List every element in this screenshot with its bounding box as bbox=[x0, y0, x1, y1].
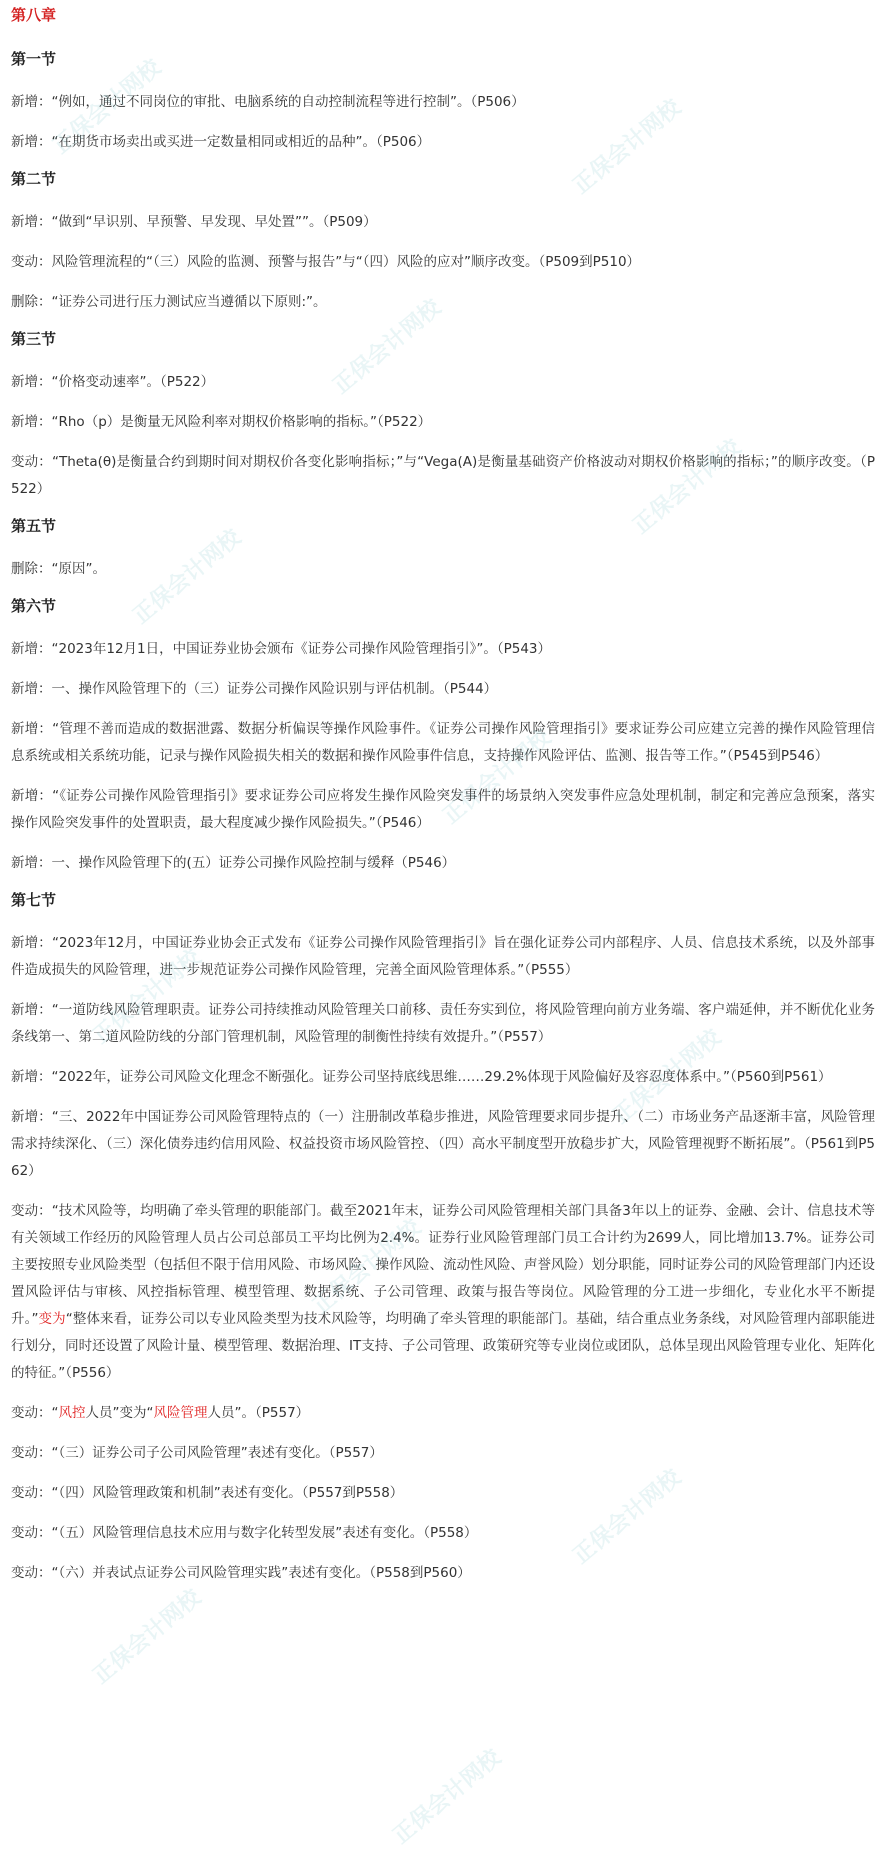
watermark: 正保会计网校 bbox=[88, 1585, 206, 1690]
change-item: 新增：“《证券公司操作风险管理指引》要求证券公司应将发生操作风险突发事件的场景纳入突发事件应急处理机制，制定和完善应急预案，落实操作风险突发事件的处置职责，最大程度减少操作风险损失。”（P546） bbox=[11, 788, 875, 831]
section-title: 第三节 bbox=[11, 330, 57, 348]
watermark: 正保会计网校 bbox=[608, 1025, 726, 1130]
change-text: 人员”。（P557） bbox=[207, 1405, 310, 1421]
change-item: 新增：“三、2022年中国证券公司风险管理特点的（一）注册制改革稳步推进，风险管理要求同步提升、（二）市场业务产品逐渐丰富，风险管理需求持续深化、（三）深化债券违约信用风险、权益投资市场风险管控、（四）高水平制度型开放稳步扩大，风险管理视野不断拓展”。（P561到P562） bbox=[11, 1109, 875, 1179]
watermark: 正保会计网校 bbox=[48, 55, 166, 160]
watermark: 正保会计网校 bbox=[308, 1215, 426, 1320]
change-item: 新增：“管理不善而造成的数据泄露、数据分析偏误等操作风险事件。《证券公司操作风险管理指引》要求证券公司应建立完善的操作风险管理信息系统或相关系统功能，记录与操作风险损失相关的数据和操作风险事件信息，支持操作风险评估、监测、报告等工作。”（P545到P546） bbox=[11, 721, 875, 764]
change-item: 变动：“（四）风险管理政策和机制”表述有变化。（P557到P558） bbox=[11, 1485, 404, 1501]
change-item: 变动：“（三）证券公司子公司风险管理”表述有变化。（P557） bbox=[11, 1445, 383, 1461]
change-text: 变动：“ bbox=[11, 1405, 59, 1421]
change-item: 变动：“（六）并表试点证券公司风险管理实践”表述有变化。（P558到P560） bbox=[11, 1565, 471, 1581]
watermark: 正保会计网校 bbox=[568, 95, 686, 200]
change-item: 新增：“2023年12月1日，中国证券业协会颁布《证券公司操作风险管理指引》”。（P543） bbox=[11, 641, 552, 657]
change-item: 新增：“做到“早识别、早预警、早发现、早处置””。（P509） bbox=[11, 214, 377, 230]
change-item: 新增：一、操作风险管理下的（三）证券公司操作风险识别与评估机制。（P544） bbox=[11, 681, 498, 697]
change-item bbox=[11, 1400, 875, 1427]
section-title: 第六节 bbox=[11, 597, 57, 615]
highlight-text: 变为 bbox=[38, 1311, 66, 1327]
watermark: 正保会计网校 bbox=[88, 945, 206, 1050]
change-item: 新增：“2022年，证券公司风险文化理念不断强化。证券公司坚持底线思维……29.2%体现于风险偏好及容忍度体系中。”（P560到P561） bbox=[11, 1069, 832, 1085]
change-item bbox=[11, 1198, 875, 1387]
watermark: 正保会计网校 bbox=[388, 1745, 506, 1850]
change-item: 新增：“2023年12月，中国证券业协会正式发布《证券公司操作风险管理指引》旨在强化证券公司内部程序、人员、信息技术系统，以及外部事件造成损失的风险管理，进一步规范证券公司操作风险管理，完善全面风险管理体系。”（P555） bbox=[11, 935, 875, 978]
change-item: 新增：“在期货市场卖出或买进一定数量相同或相近的品种”。（P506） bbox=[11, 134, 431, 150]
change-item: 变动：“（五）风险管理信息技术应用与数字化转型发展”表述有变化。（P558） bbox=[11, 1525, 478, 1541]
section-title: 第二节 bbox=[11, 170, 57, 188]
section-title: 第一节 bbox=[11, 50, 57, 68]
highlight-text: 风险管理 bbox=[153, 1405, 208, 1421]
watermark: 正保会计网校 bbox=[128, 525, 246, 630]
section-title: 第七节 bbox=[11, 891, 57, 909]
change-item: 新增：“一道防线风险管理职责。证券公司持续推动风险管理关口前移、责任夯实到位，将风险管理向前方业务端、客户端延伸，并不断优化业务条线第一、第二道风险防线的分部门管理机制，风险管理的制衡性持续有效提升。”（P557） bbox=[11, 1002, 875, 1045]
change-item: 删除：“证券公司进行压力测试应当遵循以下原则:”。 bbox=[11, 294, 327, 310]
change-item: 新增：“例如，通过不同岗位的审批、电脑系统的自动控制流程等进行控制”。（P506） bbox=[11, 94, 525, 110]
watermark: 正保会计网校 bbox=[628, 435, 746, 540]
watermark: 正保会计网校 bbox=[438, 725, 556, 830]
change-item: 新增：“Rho（p）是衡量无风险利率对期权价格影响的指标。”（P522） bbox=[11, 414, 432, 430]
change-item: 变动：“Theta(θ)是衡量合约到期时间对期权价各变化影响指标；”与“Vega(A)是衡量基础资产价格波动对期权价格影响的指标；”的顺序改变。（P522） bbox=[11, 454, 875, 497]
chapter-title: 第八章 bbox=[11, 6, 57, 24]
change-text: 人员”变为“ bbox=[85, 1405, 154, 1421]
change-item: 新增：“价格变动速率”。（P522） bbox=[11, 374, 215, 390]
change-text: “整体来看，证券公司以专业风险类型为技术风险等，均明确了牵头管理的职能部门。基础，结合重点业务条线，对风险管理内部职能进行划分，同时还设置了风险计量、模型管理、数据治理、IT支持、子公司管理、政策研究等专业岗位或团队，总体呈现出风险管理专业化、矩阵化的特征。”（P556） bbox=[11, 1311, 876, 1381]
change-text: 变动：“技术风险等，均明确了牵头管理的职能部门。截至2021年末，证券公司风险管理相关部门具备3年以上的证券、金融、会计、信息技术等有关领域工作经历的风险管理人员占公司总部员工平均比例为2.4%。证券行业风险管理部门员工合计约为2699人，同比增加13.7%。证券公司主要按照专业风险类型（包括但不限于信用风险、市场风险、操作风险、流动性风险、声誉风险）划分职能，同时证券公司的风险管理部门内还设置风险评估与审核、风控指标管理、模型管理、数据系统、子公司管理、政策与报告等岗位。风险管理的分工进一步细化，专业化水平不断提升。” bbox=[11, 1203, 875, 1327]
change-item: 新增：一、操作风险管理下的(五）证券公司操作风险控制与缓释（P546） bbox=[11, 855, 456, 871]
highlight-text: 风控 bbox=[58, 1405, 86, 1421]
section-title: 第五节 bbox=[11, 517, 57, 535]
watermark: 正保会计网校 bbox=[568, 1465, 686, 1570]
change-item: 删除：“原因”。 bbox=[11, 561, 106, 577]
change-item: 变动：风险管理流程的“（三）风险的监测、预警与报告”与“（四）风险的应对”顺序改变。（P509到P510） bbox=[11, 254, 641, 270]
watermark: 正保会计网校 bbox=[328, 295, 446, 400]
